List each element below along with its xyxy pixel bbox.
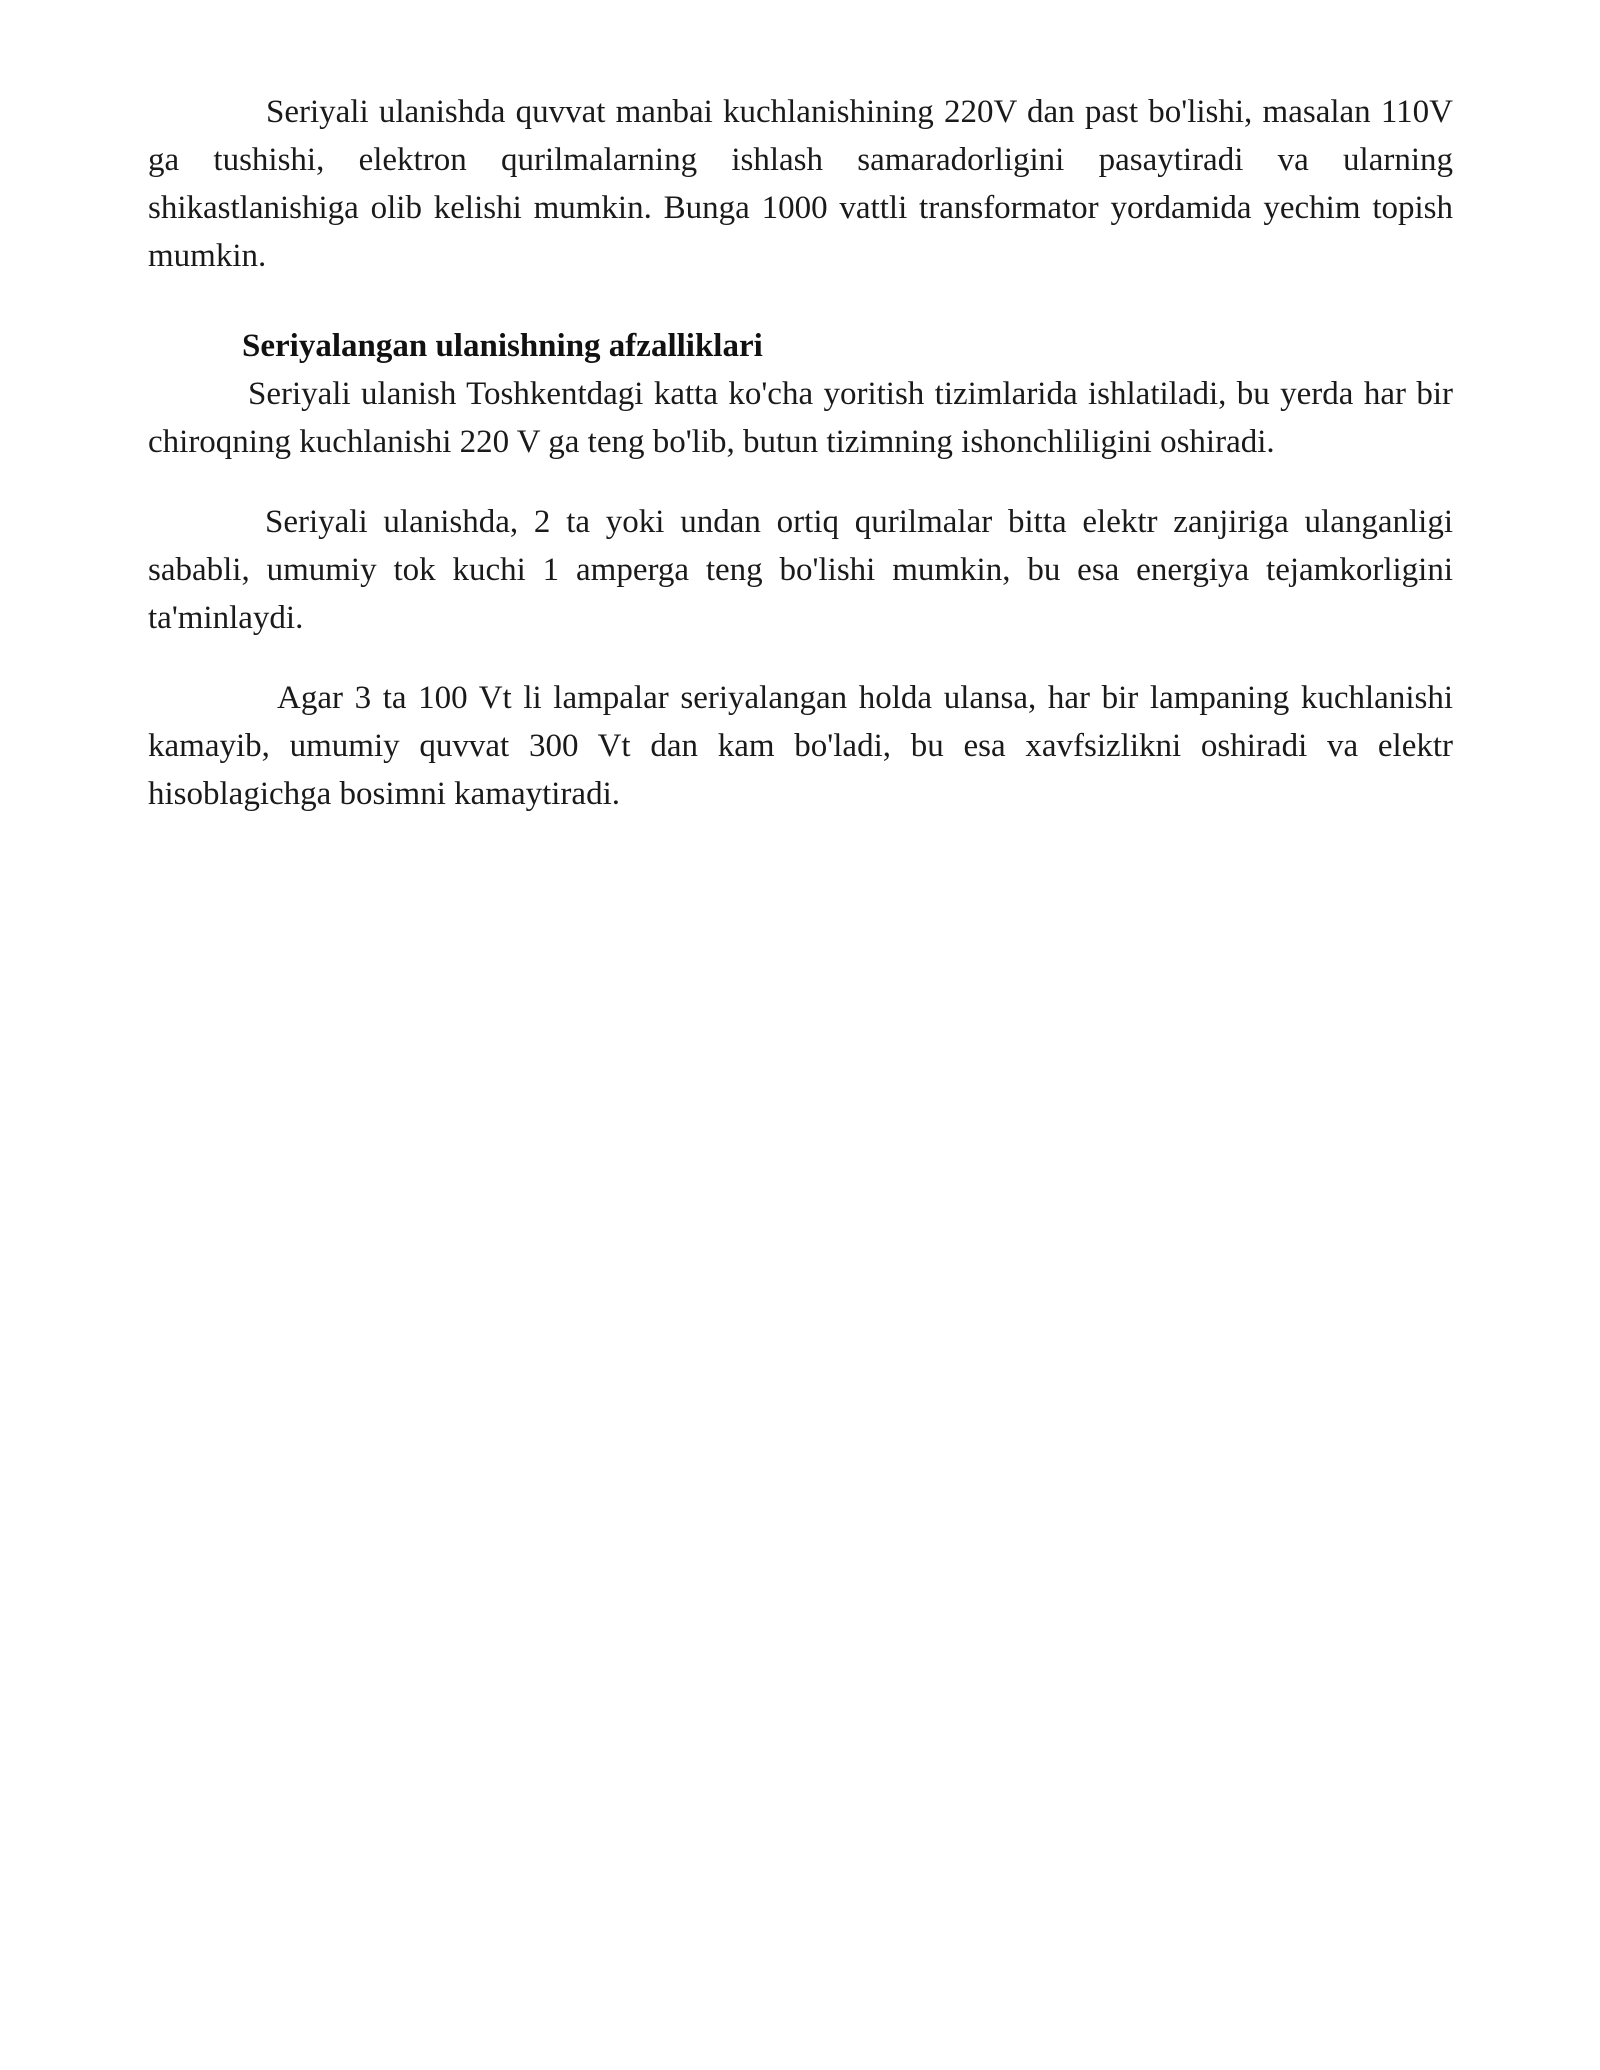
spacer [148,280,1453,322]
section-heading: Seriyalangan ulanishning afzalliklari [242,328,763,364]
paragraph-3: Seriyali ulanishda, 2 ta yoki undan ortiq qurilmalar bitta elektr zanjiriga ulanganligi sababli, umumiy tok kuchi 1 amperga teng bo'lishi mumkin, bu esa energiya tejamkorligini ta'minlaydi. [148,504,1453,636]
spacer [148,466,1453,498]
paragraph-4: Agar 3 ta 100 Vt li lampalar seriyalangan holda ulansa, har bir lampaning kuchlanishi kamayib, umumiy quvvat 300 Vt dan kam bo'ladi, bu esa xavfsizlikni oshiradi va elektr hisoblagichga bosimni kamaytiradi. [148,680,1453,812]
paragraph-1: Seriyali ulanishda quvvat manbai kuchlanishining 220V dan past bo'lishi, masalan 110V ga tushishi, elektron qurilmalarning ishlash samaradorligini pasaytiradi va ularning shikastlanishiga olib kelishi mumkin. Bunga 1000 vattli transformator yordamida yechim topish mumkin. [148,94,1453,274]
paragraph-2: Seriyali ulanish Toshkentdagi katta ko'cha yoritish tizimlarida ishlatiladi, bu yerda har bir chiroqning kuchlanishi 220 V ga teng bo'lib, butun tizimning ishonchliligini oshiradi. [148,376,1453,460]
spacer [148,642,1453,674]
document-page [148,88,1453,818]
